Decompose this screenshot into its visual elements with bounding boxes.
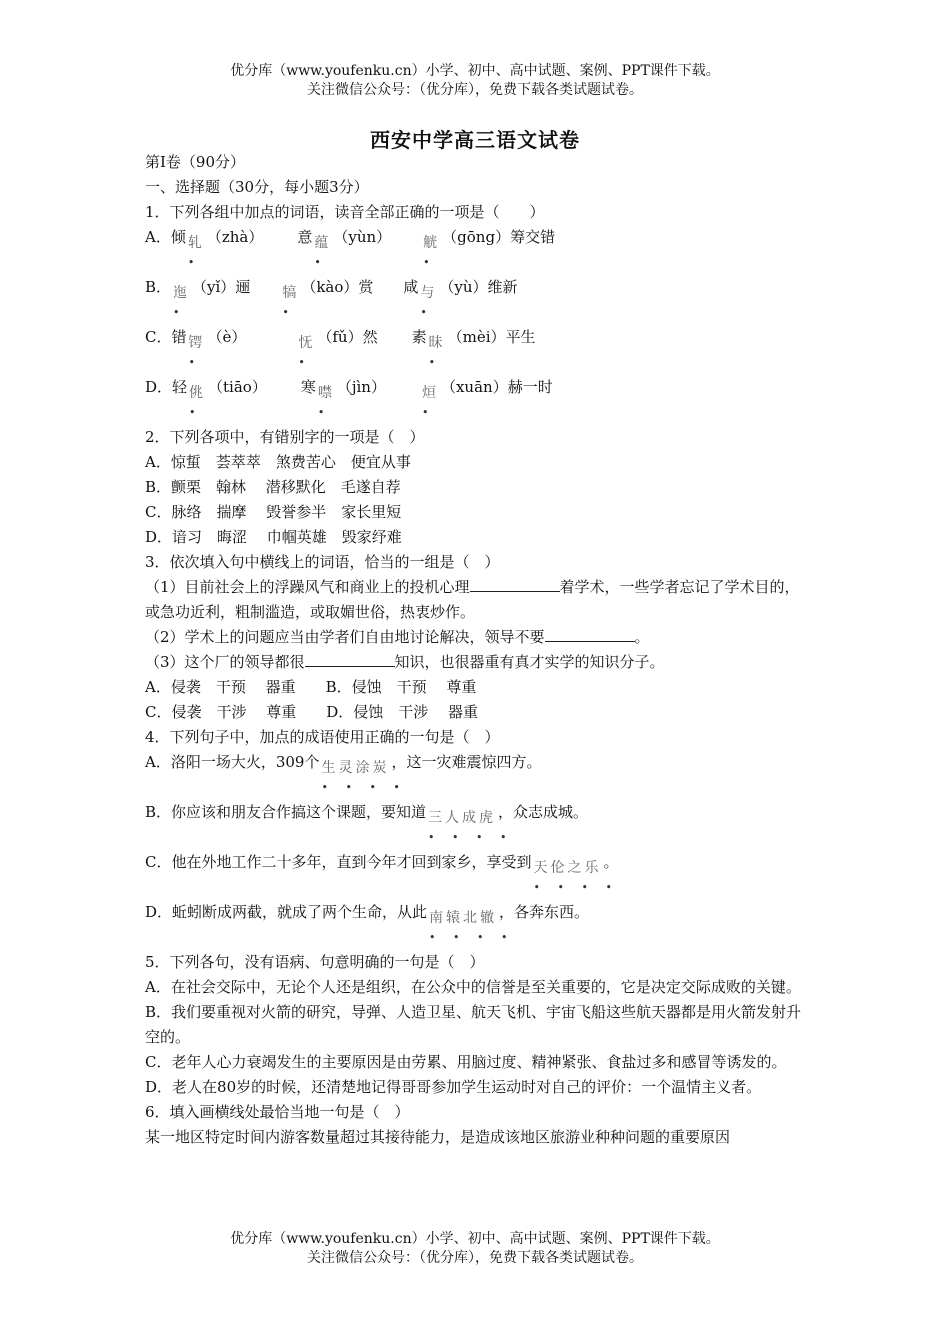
dotted-char: 烜 •	[421, 385, 439, 419]
dotted-char: 犒 •	[282, 285, 300, 319]
question-2-option-a: A．惊蜇 荟萃萃 煞费苦心 便宜从事	[145, 453, 411, 471]
question-6-text: 某一地区特定时间内游客数量超过其接待能力，是造成该地区旅游业种种问题的重要原因	[145, 1128, 731, 1146]
dotted-char: 怃 •	[298, 335, 316, 369]
footer-line-2: 关注微信公众号：（优分库），免费下载各类试题试卷。	[307, 1250, 643, 1266]
footer-line-1: 优分库（www.youfenku.cn）小学、初中、高中试题、案例、PPT课件下载。	[230, 1231, 720, 1247]
question-2-option-b: B．颤栗 翰林 潜移默化 毛遂自荐	[145, 478, 401, 496]
question-3-options-cd: C．侵袭 干涉 尊重 D．侵蚀 干涉 器重	[145, 703, 479, 721]
dotted-char: 锷 •	[188, 335, 206, 369]
question-2-stem: 2．下列各项中，有错别字的一项是（ ）	[145, 428, 425, 446]
question-5-option-b: B．我们要重视对火箭的研究，导弹、人造卫星、航天飞机、宇宙飞船这些航天器都是用火箭发射升空的。	[145, 1003, 802, 1046]
question-1-option-a: A．倾 轧 • （zhà） 意 蕴 • （yùn） 觥 • （gōng）筹交错	[145, 228, 556, 269]
fill-blank	[305, 650, 395, 667]
page-header	[0, 62, 950, 100]
question-5-option-d: D．老人在80岁的时候，还清楚地记得哥哥参加学生运动时对自己的评价：一个温情主义者。	[145, 1078, 762, 1096]
question-5-stem: 5．下列各句，没有语病、句意明确的一句是（ ）	[145, 953, 485, 971]
dotted-char: 觥 •	[423, 235, 441, 269]
question-2-option-c: C．脉络 揣摩 毁誉参半 家长里短	[145, 503, 402, 521]
question-1-option-b: B． 迤 • （yǐ）逦 犒 • （kào）赏 咸 与 • （yù）维新	[145, 278, 518, 319]
dotted-char: 迤 •	[173, 285, 191, 319]
question-3-sentence-2: （2）学术上的问题应当由学者们自由地讨论解决，领导不要 。	[145, 625, 809, 650]
fill-blank	[545, 625, 635, 642]
dotted-char: 昧 •	[428, 335, 446, 369]
question-3-stem: 3．依次填入句中横线上的词语，恰当的一组是（ ）	[145, 553, 500, 571]
question-4-option-b: B．你应该和朋友合作搞这个课题，要知道 三人成虎 • • • • ，众志成城。	[145, 803, 589, 844]
dotted-char: 与 •	[420, 285, 438, 319]
dotted-idiom: 三人成虎 • • • •	[428, 810, 514, 844]
dotted-char: 蕴 •	[314, 235, 332, 269]
question-3-options-ab: A．侵袭 干预 器重 B．侵蚀 干预 尊重	[145, 678, 477, 696]
question-3-sentence-1: （1）目前社会上的浮躁风气和商业上的投机心理 着学术，一些学者忘记了学术目的，或急功近利，粗制滥造，或取媚世俗，热衷炒作。	[145, 575, 809, 625]
question-5-option-a: A．在社会交际中，无论个人还是组织，在公众中的信誉是至关重要的，它是决定交际成败的关键。	[145, 978, 801, 996]
question-4-option-c: C．他在外地工作二十多年，直到今年才回到家乡，享受到 天伦之乐 • • • • 。	[145, 853, 619, 894]
question-1-option-d: D．轻 佻 • （tiāo） 寒 噤 • （jìn） 烜 • （xuān）赫一时	[145, 378, 553, 419]
page-footer	[0, 1230, 950, 1268]
question-1-option-c: C．错 锷 • （è） 怃 • （fǔ）然 素 昧 • （mèi）平生	[145, 328, 536, 369]
dotted-char: 噤 •	[317, 385, 335, 419]
part-heading: 一、选择题（30分，每小题3分）	[145, 178, 369, 196]
question-1-stem: 1．下列各组中加点的词语，读音全部正确的一项是（ ）	[145, 203, 545, 221]
question-6-stem: 6．填入画横线处最恰当地一句是（ ）	[145, 1103, 410, 1121]
dotted-idiom: 天伦之乐 • • • •	[533, 860, 619, 894]
dotted-idiom: 生灵涂炭 • • • •	[321, 760, 407, 794]
question-4-option-a: A．洛阳一场大火，309个 生灵涂炭 • • • • ，这一灾难震惊四方。	[145, 753, 542, 794]
question-2-option-d: D．谙习 晦涩 巾帼英雄 毁家纾难	[145, 528, 402, 546]
question-4-option-d: D．蚯蚓断成两截，就成了两个生命，从此 南辕北辙 • • • • ，各奔东西。	[145, 903, 590, 944]
header-line-2: 关注微信公众号：（优分库），免费下载各类试题试卷。	[307, 82, 643, 98]
header-line-1: 优分库（www.youfenku.cn）小学、初中、高中试题、案例、PPT课件下载。	[230, 63, 720, 79]
page-title: 西安中学高三语文试卷	[370, 128, 580, 152]
exam-body	[145, 150, 809, 1150]
question-3-sentence-3: （3）这个厂的领导都很 知识，也很器重有真才实学的知识分子。	[145, 650, 809, 675]
question-5-option-c: C．老年人心力衰竭发生的主要原因是由劳累、用脑过度、精神紧张、食盐过多和感冒等诱发的。	[145, 1053, 787, 1071]
dotted-char: 佻 •	[189, 385, 207, 419]
section-heading: 第I卷（90分）	[145, 153, 246, 171]
fill-blank	[470, 575, 560, 592]
dotted-idiom: 南辕北辙 • • • •	[429, 910, 515, 944]
question-4-stem: 4．下列句子中，加点的成语使用正确的一句是（ ）	[145, 728, 500, 746]
dotted-char: 轧 •	[187, 235, 205, 269]
